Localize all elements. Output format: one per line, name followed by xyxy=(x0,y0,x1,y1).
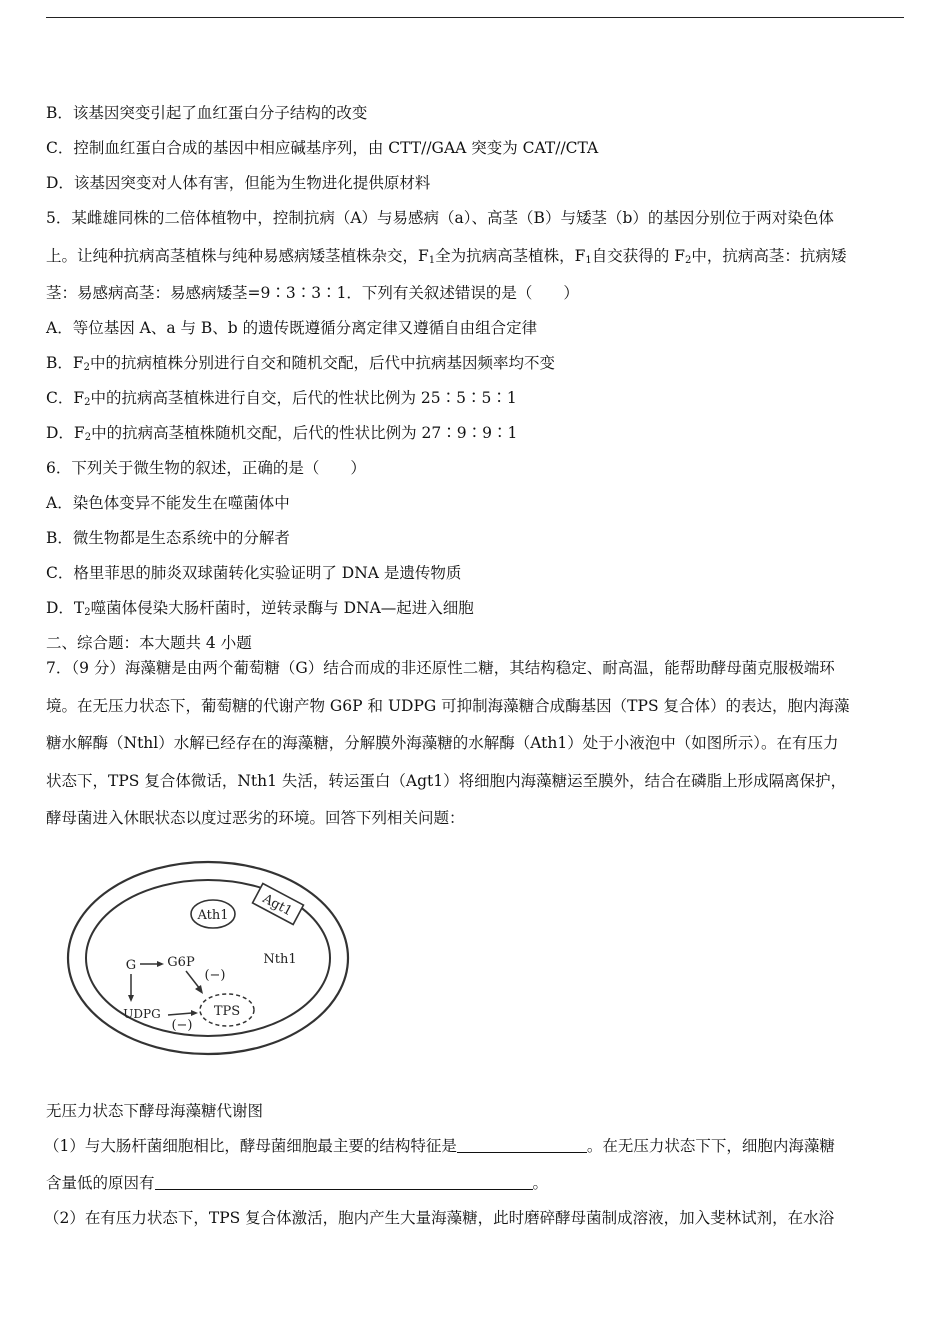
text-run: 无压力状态下酵母海藻糖代谢图 xyxy=(46,1102,264,1120)
q5-option-c xyxy=(46,388,908,408)
text-run: A．等位基因 A、a 与 B、b 的遗传既遵循分离定律又遵循自由组合定律 xyxy=(46,319,538,337)
q7-stem-line-1 xyxy=(46,658,908,678)
text-run: 6．下列关于微生物的叙述，正确的是（ ） xyxy=(46,459,366,477)
section-heading xyxy=(46,633,908,653)
answer-blank xyxy=(457,1138,587,1153)
g6p-label: G6P xyxy=(167,955,195,970)
text-run: B．F xyxy=(46,354,84,372)
text-run: C．控制血红蛋白合成的基因中相应碱基序列，由 CTT//GAA 突变为 CAT//CTA xyxy=(46,139,599,157)
text-run: 全为抗病高茎植株，F xyxy=(435,247,586,265)
cell-wall-outer xyxy=(68,862,348,1054)
subscript: 2 xyxy=(84,607,91,618)
text-run: 含量低的原因有 xyxy=(46,1174,155,1192)
subscript: 1 xyxy=(585,255,592,266)
q7-stem-line-4 xyxy=(46,771,908,791)
text-run: 二、综合题：本大题共 4 小题 xyxy=(46,634,252,652)
q5-stem-line-2 xyxy=(46,246,908,266)
text-run: 糖水解酶（Nthl）水解已经存在的海藻糖，分解膜外海藻糖的水解酶（Ath1）处于小液泡中（如图所示）。在有压力 xyxy=(46,734,839,752)
arrowhead-tps-top xyxy=(195,985,203,994)
q7-sub1-line-1 xyxy=(44,1136,906,1156)
arrowhead-udpg xyxy=(128,995,134,1002)
q4-option-d xyxy=(46,173,908,193)
text-run: B．微生物都是生态系统中的分解者 xyxy=(46,529,290,547)
q7-stem-line-5 xyxy=(46,808,908,828)
q5-option-a xyxy=(46,318,908,338)
text-run: 5．某雌雄同株的二倍体植物中，控制抗病（A）与易感病（a）、高茎（B）与矮茎（b）的基因分别位于两对染色体 xyxy=(46,209,834,227)
subscript: 2 xyxy=(684,255,692,266)
arrowhead-g6p xyxy=(157,961,164,967)
q6-option-d xyxy=(46,598,908,618)
text-run: 7．（9 分）海藻糖是由两个葡萄糖（G）结合而成的非还原性二糖，其结构稳定、耐高温，能帮助酵母菌克服极端环 xyxy=(46,659,835,677)
text-run: 中的抗病高茎植株随机交配，后代的性状比例为 27∶9∶9∶1 xyxy=(91,424,518,442)
text-run: 中的抗病高茎植株进行自交，后代的性状比例为 25∶5∶5∶1 xyxy=(90,389,517,407)
text-run: 中，抗病高茎：抗病矮 xyxy=(691,247,847,265)
text-run: D．T xyxy=(46,599,85,617)
answer-blank xyxy=(155,1175,533,1190)
text-run: 噬菌体侵染大肠杆菌时，逆转录酶与 DNA—起进入细胞 xyxy=(90,599,474,617)
text-run: 。 xyxy=(532,1174,549,1192)
agt1-transporter xyxy=(253,883,304,924)
arrow-g6p-to-tps xyxy=(186,971,200,989)
q5-stem-line-3 xyxy=(46,283,908,303)
subscript: 2 xyxy=(84,397,91,408)
subscript: 2 xyxy=(84,432,92,443)
q7-stem-line-2 xyxy=(46,696,908,716)
trehalose-metabolism-diagram xyxy=(58,855,358,1065)
q6-option-b xyxy=(46,528,908,548)
text-run: 境。在无压力状态下，葡萄糖的代谢产物 G6P 和 UDPG 可抑制海藻糖合成酶基因（TPS 复合体）的表达，胞内海藻 xyxy=(46,697,850,715)
text-run: B．该基因突变引起了血红蛋白分子结构的改变 xyxy=(46,104,368,122)
text-run: 酵母菌进入休眠状态以度过恶劣的环境。回答下列相关问题： xyxy=(46,809,465,827)
text-run: 中的抗病植株分别进行自交和随机交配，后代中抗病基因频率均不变 xyxy=(90,354,556,372)
q7-stem-line-3 xyxy=(46,733,908,753)
agt1-label: Agt1 xyxy=(259,891,295,920)
text-run: 自交获得的 F xyxy=(591,247,685,265)
q5-stem-line-1 xyxy=(46,208,908,228)
inhibition-sign-top: (−) xyxy=(204,968,226,983)
text-run: 茎：易感病高茎：易感病矮茎=9∶3∶3∶1．下列有关叙述错误的是（ ） xyxy=(46,284,579,302)
nth1-label: Nth1 xyxy=(263,952,297,967)
text-run: C．格里菲思的肺炎双球菌转化实验证明了 DNA 是遗传物质 xyxy=(46,564,462,582)
text-run: C．F xyxy=(46,389,85,407)
q4-option-b xyxy=(46,103,908,123)
text-run: D．F xyxy=(46,424,85,442)
text-run: D．该基因突变对人体有害，但能为生物进化提供原材料 xyxy=(46,174,431,192)
arrowhead-tps-bottom xyxy=(191,1010,198,1016)
ath1-label: Ath1 xyxy=(197,908,229,923)
q5-option-d xyxy=(46,423,908,443)
q6-option-c xyxy=(46,563,908,583)
glucose-label: G xyxy=(125,958,137,973)
figure-caption xyxy=(46,1101,908,1121)
q4-option-c xyxy=(46,138,908,158)
tps-label: TPS xyxy=(213,1004,241,1019)
text-run: （2）在有压力状态下，TPS 复合体激活，胞内产生大量海藻糖，此时磨碎酵母菌制成溶液，加入斐林试剂，在水浴 xyxy=(44,1209,835,1227)
text-run: 状态下，TPS 复合体微话，Nth1 失活，转运蛋白（Agt1）将细胞内海藻糖运至膜外，结合在磷脂上形成隔离保护， xyxy=(46,772,847,790)
q7-sub2-line-1 xyxy=(44,1208,906,1228)
text-run: 。在无压力状态下下，细胞内海藻糖 xyxy=(586,1137,835,1155)
text-run: （1）与大肠杆菌细胞相比，酵母菌细胞最主要的结构特征是 xyxy=(44,1137,457,1155)
inhibition-sign-bottom: (−) xyxy=(171,1018,193,1033)
udpg-label: UDPG xyxy=(123,1007,161,1021)
subscript: 1 xyxy=(428,255,436,266)
header-rule xyxy=(46,17,904,18)
q6-stem xyxy=(46,458,908,478)
q7-sub1-line-2 xyxy=(46,1173,908,1193)
q5-option-b xyxy=(46,353,908,373)
subscript: 2 xyxy=(83,362,91,373)
q6-option-a xyxy=(46,493,908,513)
text-run: A．染色体变异不能发生在噬菌体中 xyxy=(46,494,290,512)
arrow-udpg-to-tps xyxy=(168,1013,192,1015)
text-run: 上。让纯种抗病高茎植株与纯种易感病矮茎植株杂交，F xyxy=(46,247,429,265)
